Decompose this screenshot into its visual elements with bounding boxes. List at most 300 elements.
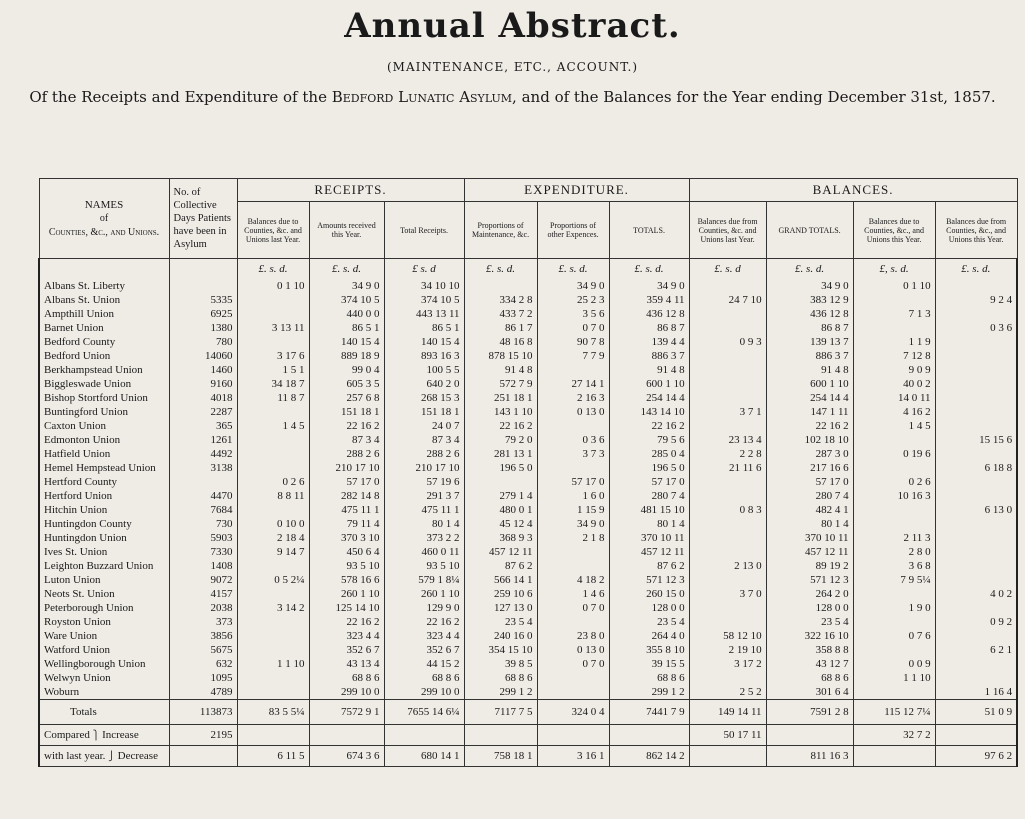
row-days: 780 — [169, 335, 237, 349]
row-amount: 3 14 2 — [237, 601, 309, 615]
row-amount — [537, 671, 609, 685]
row-amount: 196 5 0 — [464, 461, 537, 475]
row-amount — [853, 461, 935, 475]
row-amount: 210 17 10 — [309, 461, 384, 475]
row-amount: 58 12 10 — [689, 629, 766, 643]
row-amount: 460 0 11 — [384, 545, 464, 559]
page-title: Annual Abstract. — [344, 6, 681, 46]
row-name: Ware Union — [39, 629, 169, 643]
row-days: 2287 — [169, 405, 237, 419]
table-row — [39, 433, 1017, 447]
row-name: Wellingborough Union — [39, 657, 169, 671]
totals-cell: 7655 14 6¼ — [384, 700, 464, 725]
row-amount: 127 13 0 — [464, 601, 537, 615]
row-amount: 254 14 4 — [766, 391, 853, 405]
table-row — [39, 377, 1017, 391]
row-amount — [237, 685, 309, 700]
row-days: 4470 — [169, 489, 237, 503]
row-name: Ives St. Union — [39, 545, 169, 559]
row-amount: 129 9 0 — [384, 601, 464, 615]
row-amount: 0 19 6 — [853, 447, 935, 461]
row-amount — [935, 419, 1017, 433]
row-amount — [537, 461, 609, 475]
decrease-cell: 674 3 6 — [309, 746, 384, 767]
row-amount: 7 1 3 — [853, 307, 935, 321]
row-amount: 125 14 10 — [309, 601, 384, 615]
row-amount: 299 10 0 — [384, 685, 464, 700]
row-amount: 34 9 0 — [609, 279, 689, 293]
row-amount: 0 3 6 — [537, 433, 609, 447]
row-amount: 34 10 10 — [384, 279, 464, 293]
row-name: Bedford Union — [39, 349, 169, 363]
row-amount — [689, 671, 766, 685]
row-days: 1261 — [169, 433, 237, 447]
table-row — [39, 335, 1017, 349]
row-amount: 7 12 8 — [853, 349, 935, 363]
row-amount: 436 12 8 — [766, 307, 853, 321]
units-cell: £. s. d. — [237, 259, 309, 280]
row-amount: 2 5 2 — [689, 685, 766, 700]
row-amount: 1 16 4 — [935, 685, 1017, 700]
row-amount — [537, 559, 609, 573]
decrease-cell: 758 18 1 — [464, 746, 537, 767]
row-amount: 2 11 3 — [853, 531, 935, 545]
table-row — [39, 531, 1017, 545]
row-amount: 3 7 1 — [689, 405, 766, 419]
last-year-label: last year. — [66, 750, 106, 762]
row-amount: 143 1 10 — [464, 405, 537, 419]
row-amount: 1 4 6 — [537, 587, 609, 601]
row-amount: 39 15 5 — [609, 657, 689, 671]
table-row — [39, 461, 1017, 475]
row-amount — [237, 559, 309, 573]
row-name: Leighton Buzzard Union — [39, 559, 169, 573]
row-amount: 44 15 2 — [384, 657, 464, 671]
row-amount: 1 6 0 — [537, 489, 609, 503]
table-row — [39, 391, 1017, 405]
row-amount: 0 9 3 — [689, 335, 766, 349]
row-name: Huntingdon Union — [39, 531, 169, 545]
row-amount: 151 18 1 — [384, 405, 464, 419]
row-amount: 3 6 8 — [853, 559, 935, 573]
row-amount: 475 11 1 — [309, 503, 384, 517]
row-amount: 368 9 3 — [464, 531, 537, 545]
row-amount: 571 12 3 — [609, 573, 689, 587]
row-amount — [689, 321, 766, 335]
row-amount: 3 5 6 — [537, 307, 609, 321]
compared-label: Compared — [44, 729, 90, 741]
row-amount: 0 2 6 — [237, 475, 309, 489]
row-amount — [689, 349, 766, 363]
units-cell: £ s. d — [384, 259, 464, 280]
row-amount: 299 1 2 — [464, 685, 537, 700]
row-amount: 34 9 0 — [766, 279, 853, 293]
row-amount: 1 4 5 — [853, 419, 935, 433]
row-amount — [935, 391, 1017, 405]
decrease-cell: 6 11 5 — [237, 746, 309, 767]
row-amount — [935, 279, 1017, 293]
page-subtitle: (MAINTENANCE, ETC., ACCOUNT.) — [386, 60, 639, 74]
row-amount: 355 8 10 — [609, 643, 689, 657]
increase-label-cell — [39, 725, 169, 746]
bal-due-from-last-header: Balances due from Counties, &c. and Unions last Year. — [689, 202, 766, 259]
row-amount: 210 17 10 — [384, 461, 464, 475]
row-days: 1380 — [169, 321, 237, 335]
row-amount: 24 7 10 — [689, 293, 766, 307]
table-row — [39, 293, 1017, 307]
row-amount — [935, 475, 1017, 489]
row-amount — [853, 503, 935, 517]
table-row — [39, 671, 1017, 685]
row-amount: 11 8 7 — [237, 391, 309, 405]
increase-cell — [237, 725, 309, 746]
totals-cell: 115 12 7¼ — [853, 700, 935, 725]
units-cell: £. s. d. — [537, 259, 609, 280]
table-row — [39, 517, 1017, 531]
row-amount: 68 8 6 — [609, 671, 689, 685]
row-amount: 79 2 0 — [464, 433, 537, 447]
units-row — [39, 259, 1017, 280]
row-amount — [237, 293, 309, 307]
row-amount: 23 5 4 — [464, 615, 537, 629]
row-days: 1460 — [169, 363, 237, 377]
row-amount — [237, 461, 309, 475]
row-amount: 147 1 11 — [766, 405, 853, 419]
row-amount: 3 17 6 — [237, 349, 309, 363]
row-amount: 93 5 10 — [309, 559, 384, 573]
row-amount: 8 8 11 — [237, 489, 309, 503]
row-amount: 3 7 0 — [689, 587, 766, 601]
row-amount — [935, 531, 1017, 545]
row-amount: 68 8 6 — [464, 671, 537, 685]
row-amount: 22 16 2 — [464, 419, 537, 433]
row-amount: 288 2 6 — [384, 447, 464, 461]
units-cell: £, s. d. — [853, 259, 935, 280]
ledger-body — [39, 259, 1017, 700]
row-amount: 34 18 7 — [237, 377, 309, 391]
row-amount — [237, 643, 309, 657]
prop-other-header: Proportions of other Expences. — [537, 202, 609, 259]
row-name: Barnet Union — [39, 321, 169, 335]
row-amount: 4 18 2 — [537, 573, 609, 587]
row-amount — [935, 307, 1017, 321]
table-row — [39, 503, 1017, 517]
row-amount: 281 13 1 — [464, 447, 537, 461]
bal-due-to-this-header: Balances due to Counties, &c., and Unions this Year. — [853, 202, 935, 259]
row-amount: 143 14 10 — [609, 405, 689, 419]
units-cell: £. s. d. — [766, 259, 853, 280]
row-amount: 3 13 11 — [237, 321, 309, 335]
row-amount: 7 9 5¼ — [853, 573, 935, 587]
names-header-counties: Counties, &c., and Unions. — [48, 226, 160, 238]
table-row — [39, 573, 1017, 587]
row-amount: 0 8 3 — [689, 503, 766, 517]
row-amount: 68 8 6 — [766, 671, 853, 685]
table-row — [39, 321, 1017, 335]
row-name: Hertford Union — [39, 489, 169, 503]
row-name: Ampthill Union — [39, 307, 169, 321]
row-amount: 27 14 1 — [537, 377, 609, 391]
prop-maintenance-header: Proportions of Maintenance, &c. — [464, 202, 537, 259]
row-amount: 57 17 0 — [766, 475, 853, 489]
row-amount — [537, 615, 609, 629]
row-amount: 25 2 3 — [537, 293, 609, 307]
units-cell: £. s. d. — [464, 259, 537, 280]
heading-suffix: and of the Balances for the Year ending December 31st, 1857. — [521, 88, 996, 106]
row-amount: 2 2 8 — [689, 447, 766, 461]
row-amount: 482 4 1 — [766, 503, 853, 517]
row-amount: 43 13 4 — [309, 657, 384, 671]
names-header — [39, 179, 169, 259]
row-amount: 86 5 1 — [384, 321, 464, 335]
row-amount: 359 4 11 — [609, 293, 689, 307]
row-amount: 2 16 3 — [537, 391, 609, 405]
names-header-of: of — [99, 212, 109, 224]
row-amount: 370 10 11 — [609, 531, 689, 545]
decrease-label: Decrease — [117, 750, 158, 762]
row-amount: 457 12 11 — [464, 545, 537, 559]
row-amount — [689, 615, 766, 629]
row-name: Berkhampstead Union — [39, 363, 169, 377]
row-days: 14060 — [169, 349, 237, 363]
row-days — [169, 279, 237, 293]
row-amount: 22 16 2 — [609, 419, 689, 433]
row-amount — [689, 419, 766, 433]
row-name: Watford Union — [39, 643, 169, 657]
row-amount: 475 11 1 — [384, 503, 464, 517]
row-amount: 87 6 2 — [464, 559, 537, 573]
row-amount: 254 14 4 — [609, 391, 689, 405]
row-amount: 600 1 10 — [609, 377, 689, 391]
row-name: Hatfield Union — [39, 447, 169, 461]
increase-cell — [935, 725, 1017, 746]
row-amount: 140 15 4 — [384, 335, 464, 349]
row-amount — [853, 643, 935, 657]
increase-cell — [766, 725, 853, 746]
row-amount: 370 10 11 — [766, 531, 853, 545]
row-name: Welwyn Union — [39, 671, 169, 685]
with-label: with — [44, 750, 64, 762]
units-cell — [169, 259, 237, 280]
row-amount: 878 15 10 — [464, 349, 537, 363]
row-amount: 605 3 5 — [309, 377, 384, 391]
row-amount: 251 18 1 — [464, 391, 537, 405]
row-amount — [237, 335, 309, 349]
row-amount: 457 12 11 — [609, 545, 689, 559]
row-amount: 481 15 10 — [609, 503, 689, 517]
row-amount: 217 16 6 — [766, 461, 853, 475]
row-amount — [689, 391, 766, 405]
row-amount: 268 15 3 — [384, 391, 464, 405]
row-amount: 443 13 11 — [384, 307, 464, 321]
row-amount: 3 7 3 — [537, 447, 609, 461]
totals-cell: 7591 2 8 — [766, 700, 853, 725]
row-amount — [689, 545, 766, 559]
totals-days: 113873 — [169, 700, 237, 725]
row-name: Edmonton Union — [39, 433, 169, 447]
row-amount: 9 14 7 — [237, 545, 309, 559]
table-row — [39, 643, 1017, 657]
row-name: Buntingford Union — [39, 405, 169, 419]
row-days: 6925 — [169, 307, 237, 321]
decrease-label-cell — [39, 746, 169, 767]
row-amount — [237, 433, 309, 447]
row-amount: 57 19 6 — [384, 475, 464, 489]
increase-days: 2195 — [169, 725, 237, 746]
row-amount — [853, 685, 935, 700]
row-amount: 1 5 1 — [237, 363, 309, 377]
row-amount: 2 18 4 — [237, 531, 309, 545]
row-amount: 86 8 7 — [609, 321, 689, 335]
row-name: Hitchin Union — [39, 503, 169, 517]
ledger-table — [38, 178, 1018, 767]
row-amount: 282 14 8 — [309, 489, 384, 503]
row-amount — [537, 685, 609, 700]
row-amount: 86 5 1 — [309, 321, 384, 335]
totals-row — [39, 700, 1017, 725]
row-name: Albans St. Union — [39, 293, 169, 307]
row-amount: 0 9 2 — [935, 615, 1017, 629]
row-days: 1408 — [169, 559, 237, 573]
decrease-cell: 97 6 2 — [935, 746, 1017, 767]
row-days: 5903 — [169, 531, 237, 545]
row-amount: 260 15 0 — [609, 587, 689, 601]
row-name: Royston Union — [39, 615, 169, 629]
row-amount — [237, 671, 309, 685]
row-amount: 89 19 2 — [766, 559, 853, 573]
row-amount — [537, 419, 609, 433]
row-amount: 79 5 6 — [609, 433, 689, 447]
row-amount — [935, 601, 1017, 615]
row-amount: 45 12 4 — [464, 517, 537, 531]
row-amount: 354 15 10 — [464, 643, 537, 657]
row-amount — [689, 363, 766, 377]
row-amount: 151 18 1 — [309, 405, 384, 419]
row-amount: 23 13 4 — [689, 433, 766, 447]
row-amount: 566 14 1 — [464, 573, 537, 587]
row-amount: 9 2 4 — [935, 293, 1017, 307]
row-amount: 0 5 2¼ — [237, 573, 309, 587]
table-row — [39, 349, 1017, 363]
row-amount: 87 3 4 — [309, 433, 384, 447]
bal-due-from-this-header: Balances due from Counties, &c., and Unions this Year. — [935, 202, 1017, 259]
row-amount: 86 1 7 — [464, 321, 537, 335]
increase-cell — [309, 725, 384, 746]
row-amount: 68 8 6 — [309, 671, 384, 685]
row-amount: 264 2 0 — [766, 587, 853, 601]
row-amount: 457 12 11 — [766, 545, 853, 559]
row-amount: 15 15 6 — [935, 433, 1017, 447]
row-amount: 0 2 6 — [853, 475, 935, 489]
row-amount: 9 0 9 — [853, 363, 935, 377]
increase-cell — [384, 725, 464, 746]
row-amount: 352 6 7 — [309, 643, 384, 657]
row-amount: 80 1 4 — [384, 517, 464, 531]
row-amount: 22 16 2 — [309, 615, 384, 629]
totals-cell: 51 0 9 — [935, 700, 1017, 725]
row-amount: 87 6 2 — [609, 559, 689, 573]
table-row — [39, 629, 1017, 643]
row-amount: 24 0 7 — [384, 419, 464, 433]
row-amount: 436 12 8 — [609, 307, 689, 321]
row-amount: 86 8 7 — [766, 321, 853, 335]
decrease-cell: 3 16 1 — [537, 746, 609, 767]
row-amount: 91 4 8 — [766, 363, 853, 377]
row-days: 7330 — [169, 545, 237, 559]
row-amount: 1 15 9 — [537, 503, 609, 517]
row-amount: 264 4 0 — [609, 629, 689, 643]
row-amount: 301 6 4 — [766, 685, 853, 700]
row-amount: 80 1 4 — [766, 517, 853, 531]
row-name: Hertford County — [39, 475, 169, 489]
row-amount: 440 0 0 — [309, 307, 384, 321]
row-amount — [935, 573, 1017, 587]
row-days: 730 — [169, 517, 237, 531]
row-amount: 640 2 0 — [384, 377, 464, 391]
increase-label: Increase — [102, 729, 139, 741]
row-amount: 1 1 10 — [237, 657, 309, 671]
totals-cell: 149 14 11 — [689, 700, 766, 725]
expenditure-header: EXPENDITURE. — [464, 179, 689, 202]
units-cell — [39, 259, 169, 280]
row-amount: 0 0 9 — [853, 657, 935, 671]
row-amount — [237, 405, 309, 419]
row-amount: 374 10 5 — [309, 293, 384, 307]
row-amount: 6 13 0 — [935, 503, 1017, 517]
row-amount: 40 0 2 — [853, 377, 935, 391]
row-days: 9160 — [169, 377, 237, 391]
decrease-row — [39, 746, 1017, 767]
row-amount — [935, 405, 1017, 419]
row-amount: 287 3 0 — [766, 447, 853, 461]
row-amount — [689, 573, 766, 587]
increase-cell — [537, 725, 609, 746]
table-row — [39, 685, 1017, 700]
row-amount: 893 16 3 — [384, 349, 464, 363]
row-amount: 1 9 0 — [853, 601, 935, 615]
increase-cell — [464, 725, 537, 746]
row-amount: 285 0 4 — [609, 447, 689, 461]
decrease-cell — [689, 746, 766, 767]
row-amount: 196 5 0 — [609, 461, 689, 475]
row-amount — [689, 517, 766, 531]
row-amount — [935, 447, 1017, 461]
row-amount: 373 2 2 — [384, 531, 464, 545]
row-days: 5335 — [169, 293, 237, 307]
row-days: 365 — [169, 419, 237, 433]
row-amount: 93 5 10 — [384, 559, 464, 573]
row-amount — [935, 629, 1017, 643]
row-amount: 572 7 9 — [464, 377, 537, 391]
row-name: Bedford County — [39, 335, 169, 349]
row-amount: 579 1 8¼ — [384, 573, 464, 587]
totals-cell: 7117 7 5 — [464, 700, 537, 725]
row-name: Biggleswade Union — [39, 377, 169, 391]
units-cell: £. s. d. — [609, 259, 689, 280]
totals-cell: 7441 7 9 — [609, 700, 689, 725]
increase-cell — [609, 725, 689, 746]
row-amount: 23 8 0 — [537, 629, 609, 643]
row-amount: 1 1 10 — [853, 671, 935, 685]
balances-header: BALANCES. — [689, 179, 1017, 202]
heading-prefix: Of the Receipts and Expenditure of the — [29, 88, 327, 106]
table-row — [39, 279, 1017, 293]
brace-icon: ⎫ — [92, 730, 100, 740]
row-amount: 0 7 0 — [537, 321, 609, 335]
row-amount: 4 16 2 — [853, 405, 935, 419]
row-amount: 0 7 6 — [853, 629, 935, 643]
table-row — [39, 559, 1017, 573]
